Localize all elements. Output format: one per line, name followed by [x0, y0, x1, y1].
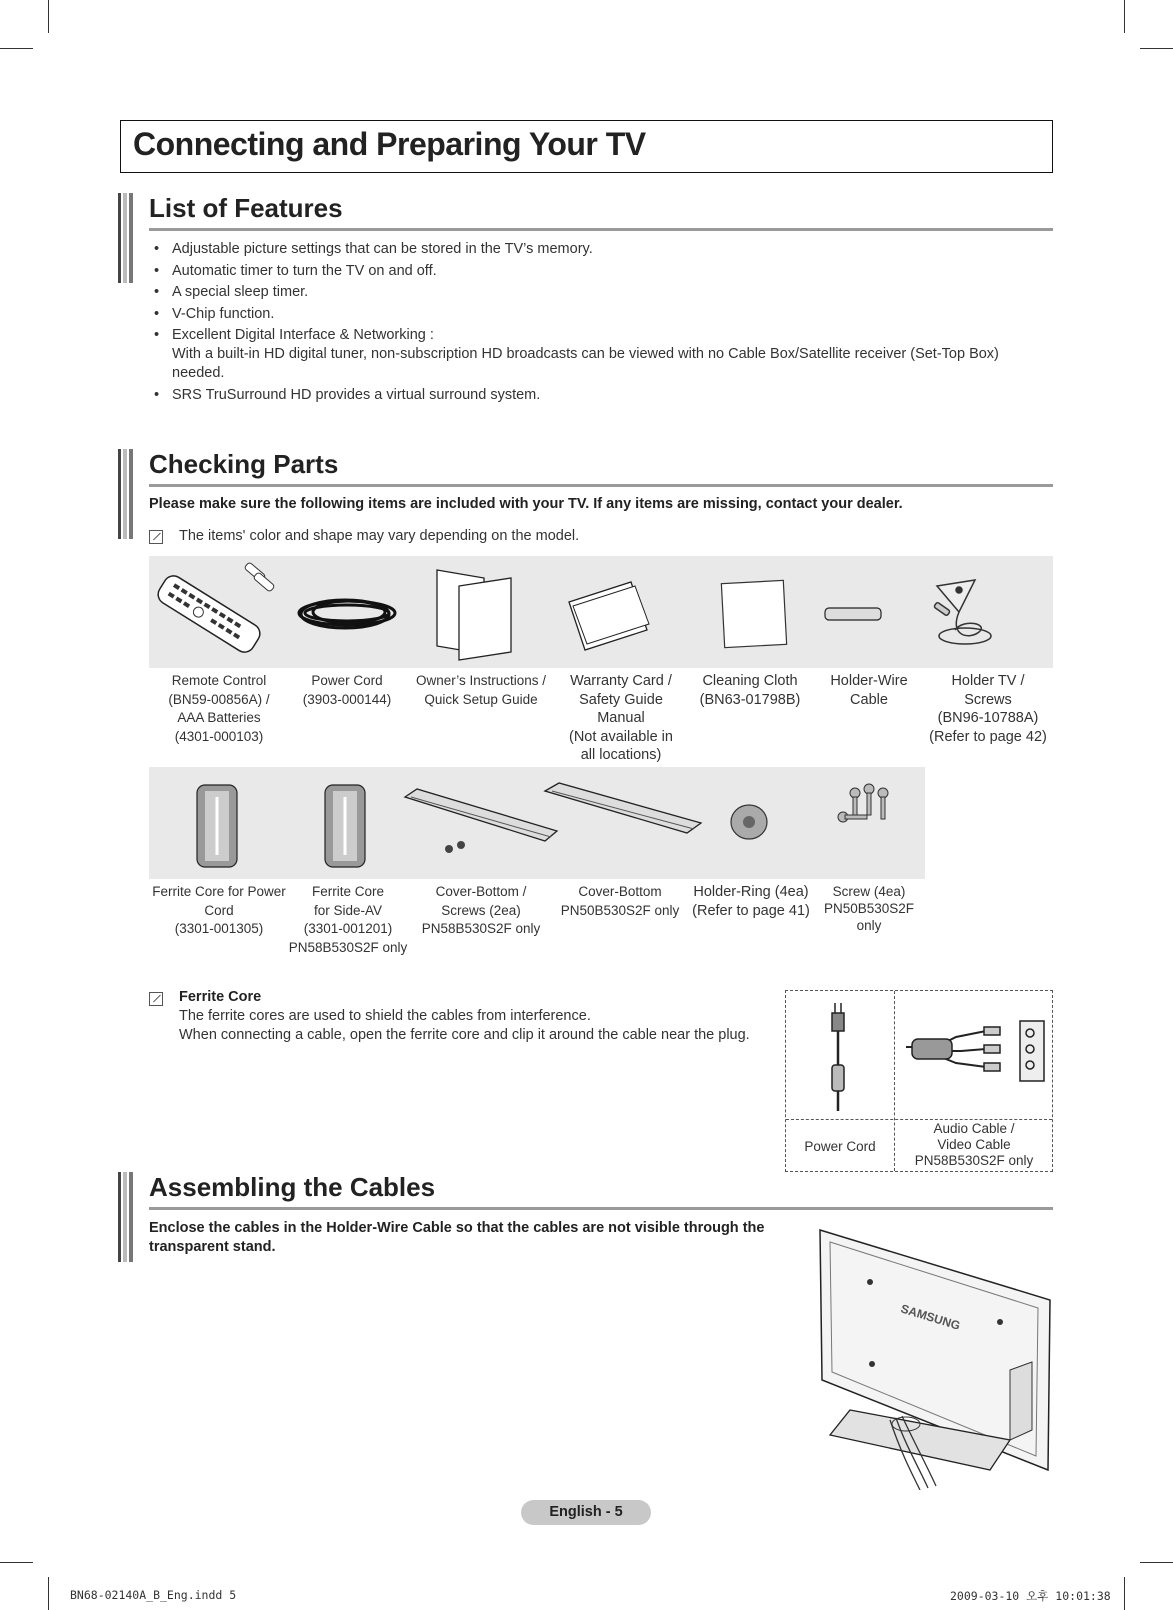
features-title: List of Features [149, 193, 343, 223]
ferrite-core-side-av-icon [325, 785, 365, 867]
section-bar [118, 193, 133, 283]
manual-icon [437, 570, 511, 660]
box-divider [786, 1119, 1052, 1120]
checking-section-head [118, 449, 1053, 539]
checking-title: Checking Parts [149, 449, 339, 479]
part-cover-bottom-screws: Cover-Bottom / Screws (2ea) PN58B530S2F only [421, 884, 541, 936]
part-ferrite-core-side-av: Ferrite Core for Side-AV (3301-001201) PN58B530S2F only [288, 884, 408, 955]
power-cord-icon [299, 600, 395, 628]
note-icon [149, 992, 163, 1006]
ferrite-core-power-icon [197, 785, 237, 867]
av-cable-label: Audio Cable / Video Cable PN58B530S2F only [914, 1121, 1034, 1168]
part-cover-bottom: Cover-Bottom PN50B530S2F only [560, 884, 680, 918]
power-cord-label: Power Cord [804, 1139, 876, 1154]
feature-item: • SRS TruSurround HD provides a virtual surround system. [154, 386, 1034, 405]
section-bar [118, 1172, 133, 1262]
part-holder-wire: Holder-Wire Cable [830, 673, 908, 708]
crop-mark [0, 48, 33, 49]
holder-tv-icon [934, 580, 991, 644]
ferrite-illustration-box [785, 990, 1053, 1172]
cleaning-cloth-icon [721, 580, 786, 647]
part-warranty-card: Warranty Card / Safety Guide Manual (Not available in all locations) [569, 673, 673, 763]
assembling-instruction-1: Enclose the cables in the Holder-Wire Cable so that the cables are not visible through the [149, 1220, 765, 1236]
battery-icon [244, 562, 275, 592]
feature-item: • Automatic timer to turn the TV on and off. [154, 262, 1034, 281]
checking-instruction: Please make sure the following items are included with your TV. If any items are missing, contact your dealer. [149, 496, 903, 512]
section-bar [118, 449, 133, 539]
crop-mark [48, 0, 49, 33]
tv-back-illustration [810, 1220, 1060, 1490]
footer-date: 2009-03-10 오후 10:01:38 [950, 1589, 1111, 1603]
ferrite-line-1: The ferrite cores are used to shield the cables from interference. [179, 1008, 591, 1024]
part-holder-tv: Holder TV / Screws (BN96-10788A) (Refer to page 42) [929, 673, 1047, 745]
section-rule [149, 484, 1053, 487]
crop-mark [1124, 1577, 1125, 1610]
tv-brand-logo: SAMSUNG [899, 1301, 962, 1333]
assembling-title: Assembling the Cables [149, 1172, 436, 1202]
screws-icon [838, 784, 888, 822]
feature-item: • A special sleep timer. [154, 283, 1034, 302]
parts-illustrations-row2 [149, 767, 925, 879]
assembling-instruction-2: transparent stand. [149, 1239, 276, 1255]
crop-mark [0, 1562, 33, 1563]
feature-detail: With a built-in HD digital tuner, non-subscription HD broadcasts can be viewed with no Cable Box/Satellite receiver (Set-Top Box) needed. [172, 346, 999, 381]
section-rule [149, 228, 1053, 231]
footer-file: BN68-02140A_B_Eng.indd 5 [70, 1588, 237, 1602]
part-cleaning-cloth: Cleaning Cloth (BN63-01798B) [699, 673, 801, 708]
power-cord-plug-icon [832, 1003, 844, 1111]
feature-item: • Excellent Digital Interface & Networking : With a built-in HD digital tuner, non-subscription HD broadcasts can be viewed with no Cable Box/Satellite receiver (Set-Top Box) needed. [154, 326, 1034, 383]
part-remote-control: Remote Control (BN59-00856A) / AAA Batteries (4301-000103) [168, 673, 270, 744]
crop-mark [48, 1577, 49, 1610]
holder-ring-icon [731, 805, 767, 839]
ferrite-line-2: When connecting a cable, open the ferrite core and clip it around the cable near the plug. [179, 1027, 750, 1043]
av-cable-icon [906, 1021, 1044, 1081]
feature-item: • Adjustable picture settings that can be stored in the TV’s memory. [154, 240, 1034, 259]
crop-mark [1140, 1562, 1173, 1563]
crop-mark [1124, 0, 1125, 33]
note-icon [149, 530, 163, 544]
remote-control-icon [154, 572, 263, 656]
checking-note: The items' color and shape may vary depending on the model. [179, 528, 580, 544]
page-title-box [120, 120, 1053, 173]
warranty-card-icon [569, 582, 649, 650]
part-ferrite-core-power: Ferrite Core for Power Cord (3301-001305) [152, 884, 286, 936]
part-power-cord: Power Cord (3903-000144) [302, 673, 392, 707]
cover-bottom-screws-icon [405, 789, 557, 853]
part-owners-instructions: Owner’s Instructions / Quick Setup Guide [415, 673, 547, 707]
parts-illustrations-row1 [149, 556, 1053, 668]
feature-item: • V-Chip function. [154, 305, 1034, 324]
section-rule [149, 1207, 1053, 1210]
ferrite-heading: Ferrite Core [179, 989, 262, 1005]
part-screws: Screw (4ea) PN50B530S2F only [823, 884, 915, 933]
ferrite-cable-illustrations [786, 991, 1052, 1119]
cover-bottom-icon [545, 783, 701, 833]
part-holder-ring: Holder-Ring (4ea) (Refer to page 41) [692, 884, 810, 919]
page-title: Connecting and Preparing Your TV [133, 126, 646, 162]
crop-mark [1140, 48, 1173, 49]
page-number-badge: English - 5 [521, 1500, 651, 1525]
feature-list [154, 240, 1034, 407]
holder-wire-icon [825, 608, 881, 620]
